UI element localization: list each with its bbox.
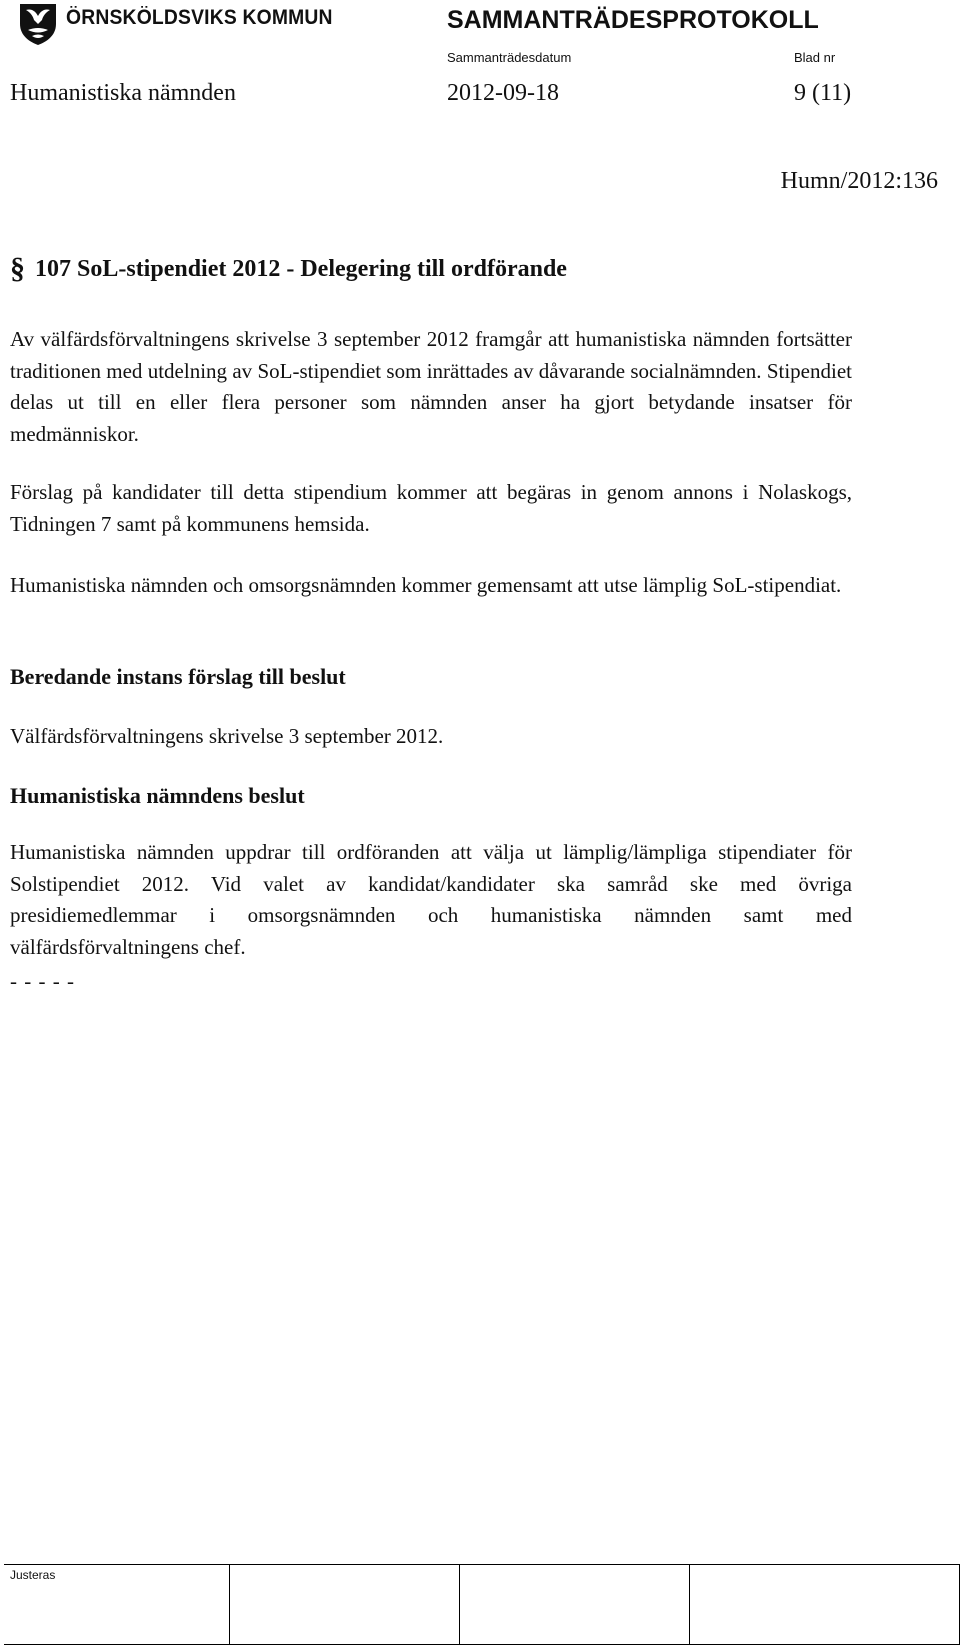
body-paragraph: Förslag på kandidater till detta stipendium kommer att begäras in genom annons i Nolaskogs, Tidningen 7 samt på kommunens hemsida. — [10, 480, 852, 536]
page-number: 9 (11) — [794, 80, 852, 106]
organization-name: ÖRNSKÖLDSVIKS KOMMUN — [66, 6, 333, 29]
signature-box — [4, 1565, 230, 1644]
section-heading — [10, 252, 567, 286]
decision-text: Humanistiska nämnden uppdrar till ordföranden att välja ut lämplig/lämpliga stipendiater för Solstipendiet 2012. Vid valet av kandidat/kandidater ska samråd ske med övriga presidiemedlemmar i omsorgsnämnden och humanistiska nämnden samt med välfärdsförvaltningens chef. — [10, 840, 852, 959]
section-title: 107 SoL-stipendiet 2012 - Delegering till ordförande — [35, 256, 567, 282]
body-paragraph: Humanistiska nämnden och omsorgsnämnden kommer gemensamt att utse lämplig SoL-stipendiat. — [10, 573, 842, 597]
signature-box — [230, 1565, 460, 1644]
document-type: SAMMANTRÄDESPROTOKOLL — [447, 6, 819, 34]
meeting-date: 2012-09-18 — [447, 80, 559, 106]
signature-box — [690, 1565, 960, 1644]
signature-box — [460, 1565, 690, 1644]
meeting-date-label: Sammanträdesdatum — [447, 50, 572, 65]
end-marker: - - - - - — [10, 969, 75, 993]
committee-name: Humanistiska nämnden — [10, 80, 236, 106]
case-number: Humn/2012:136 — [780, 168, 938, 194]
page-number-label: Blad nr — [794, 50, 836, 65]
coat-of-arms-icon — [16, 2, 60, 46]
paragraph-symbol: § — [10, 252, 25, 285]
body-paragraph: Av välfärdsförvaltningens skrivelse 3 september 2012 framgår att humanistiska nämnden fortsätter traditionen med utdelning av SoL-stipendiet som inrättades av dåvarande socialnämnden. Stipendiet delas ut till en eller flera personer som nämnden anser ha gjort betydande insatser för medmänniskor. — [10, 327, 852, 446]
proposal-text: Välfärdsförvaltningens skrivelse 3 september 2012. — [10, 724, 444, 748]
signature-row — [4, 1564, 960, 1645]
proposal-heading: Beredande instans förslag till beslut — [10, 664, 346, 689]
decision-heading: Humanistiska nämndens beslut — [10, 783, 305, 808]
justeras-label: Justeras — [10, 1568, 56, 1582]
